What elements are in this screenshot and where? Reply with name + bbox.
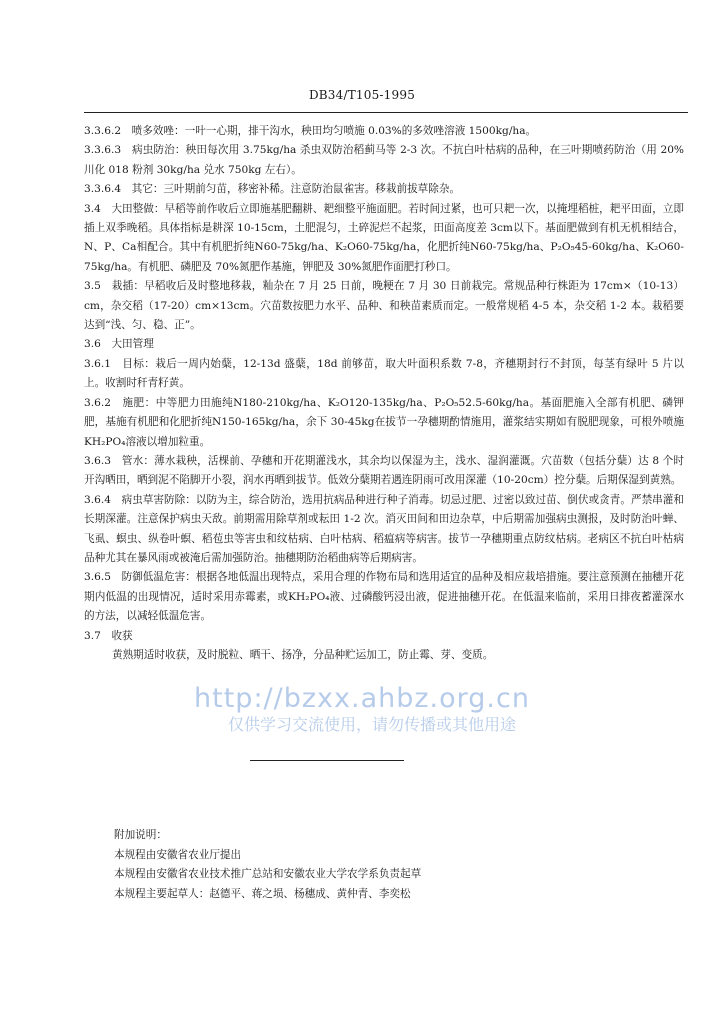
watermark [0,684,724,736]
appendix-line: 本规程由安徽省农业技术推广总站和安徽农业大学农学系负责起草 [114,868,422,880]
paragraph-3-5: 3.5 栽插：早稻收后及时整地移栽，籼杂在 7 月 25 日前，晚粳在 7 月 30 日前栽完。常规品种行株距为 17cm×（10-13）cm，杂交稻（17-20）cm×13cm。穴苗数按肥力水平、品种、和秧苗素质而定。一般常规稻 4-5 本，杂交稻 1-2 本。栽稻要达到“浅、匀、稳、正”。 [84,280,684,332]
header-divider [84,112,688,113]
section-heading-3-7: 3.7 收获 [84,629,133,642]
doc-code-header: DB34/T105-1995 [308,88,416,102]
watermark-note: 仅供学习交流使用，请勿传播或其他用途 [227,715,516,734]
appendix-line: 本规程由安徽省农业厅提出 [114,848,242,861]
appendix-title: 附加说明： [114,829,167,841]
paragraph-3-6-1: 3.6.1 目标：栽后一周内始蘖，12-13d 盛蘖，18d 前够苗，取大叶面积系数 7-8，齐穗期封行不封顶，每茎有绿叶 5 片以上。收割时秆青籽黄。 [84,357,684,390]
paragraph-3-6-2: 3.6.2 施肥：中等肥力田施纯N180-210kg/ha、K₂O120-135kg/ha、P₂O₅52.5-60kg/ha。基面肥施入全部有机肥、磷钾肥，基施有机肥和化肥折纯N150-165kg/ha，余下 30-45kg在拔节一孕穗期酌情施用，灌浆结实期如有脱肥现象，可根外喷施KH₂PO₄溶液以增加粒重。 [84,396,684,448]
paragraph-3-6-3: 3.6.3 管水：薄水栽秧，活棵前、孕穗和开花期灌浅水，其余均以保湿为主，浅水、湿润灌溉。穴苗数（包括分蘖）达 8 个时开沟晒田，晒到泥不陷脚开小裂，润水再晒到拔节。低效分蘖期若遇连阴雨可改用深灌（10-20cm）控分蘖。后期保湿到黄熟。 [84,454,684,487]
paragraph-harvest: 黄熟期适时收获，及时脱粒、晒干、扬净，分品种贮运加工，防止霉、芽、变质。 [112,648,494,661]
end-of-text-rule [250,760,404,761]
paragraph-3-3-6-2: 3.3.6.2 喷多效唑：一叶一心期，排干沟水，秧田均匀喷施 0.03%的多效唑溶液 1500kg/ha。 [84,125,537,137]
paragraph-3-6-5: 3.6.5 防御低温危害：根据各地低温出现特点，采用合理的作物布局和选用适宜的品种及相应栽培措施。要注意预测在抽穗开花期内低温的出现情况，适时采用赤霉素，或KH₂PO₄液、过磷酸钙浸出液，促进抽穗开花。在低温来临前，采用日排夜蓄灌深水的方法，以减轻低温危害。 [84,571,684,623]
appendix-line: 本规程主要起草人：赵德平、蒋之埙、杨穗成、黄仲青、李奕松 [114,887,411,900]
paragraph-3-4: 3.4 大田整做：早稻等前作收后立即施基肥翻耕、耙细整平施面肥。若时间过紧，也可只耙一次，以掩埋稻桩，耙平田面，立即插上双季晚稻。具体指标是耕深 10-15cm，土肥混匀，土碎泥烂不起浆，田面高度差 3cm以下。基面肥做到有机无机相结合，N、P、Ca相配合。其中有机肥折纯N60-75kg/ha、K₂O60-75kg/ha，化肥折纯N60-75kg/ha、P₂O₅45-60kg/ha、K₂O60-75kg/ha。有机肥、磷肥及 70%氮肥作基施，钾肥及 30%氮肥作面肥打秒口。 [84,202,684,273]
paragraph-3-3-6-4: 3.3.6.4 其它：三叶期前匀苗，移密补稀。注意防治鼠雀害。移栽前拔草除杂。 [84,183,461,196]
appendix-notes [114,826,674,904]
section-heading-3-6: 3.6 大田管理 [84,338,154,351]
paragraph-3-3-6-3: 3.3.6.3 病虫防治：秧田每次用 3.75kg/ha 杀虫双防治稻蓟马等 2-3 次。不抗白叶枯病的品种，在三叶期喷药防治（用 20%川化 018 粉剂 30kg/ha 兑水 750kg 左右）。 [84,144,684,176]
paragraph-3-6-4: 3.6.4 病虫草害防除：以防为主，综合防治，选用抗病品种进行种子消毒。切忌过肥、过密以致过苗、倒伏或贪青。严禁串灌和长期深灌。注意保护病虫天敌。前期需用除草剂或耘田 1-2 次。消灭田间和田边杂草，中后期需加强病虫测报，及时防治叶蝉、飞虱、螟虫、纵卷叶螟、稻苞虫等害虫和纹枯病、白叶枯病、稻瘟病等病害。拔节一孕穗期重点防纹枯病。老病区不抗白叶枯病品种尤其在暴风雨或被淹后需加强防治。抽穗期防治稻曲病等后期病害。 [84,493,684,564]
watermark-url: http://bzxx.ahbz.org.cn [194,683,530,714]
document-body [84,122,684,665]
